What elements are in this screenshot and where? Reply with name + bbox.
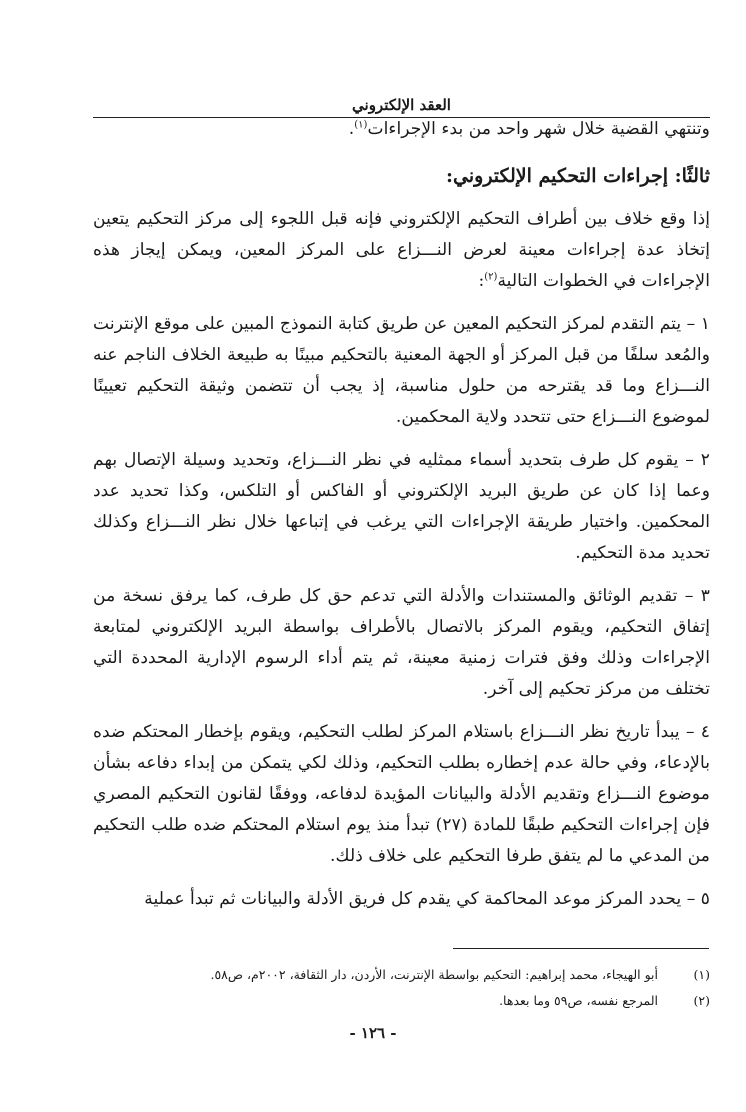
step-5-paragraph: ٥ – يحدد المركز موعد المحاكمة كي يقدم كل فريق الأدلة والبيانات ثم تبدأ عملية <box>144 889 710 909</box>
continuation-end: . <box>348 119 355 139</box>
footnote-number: (١) <box>693 967 710 982</box>
footnote-item <box>93 988 710 1014</box>
running-head: العقد الإلكتروني <box>352 96 451 114</box>
page-number: - ١٢٦ - <box>349 1024 397 1042</box>
footnote-text: المرجع نفسه، ص٥٩ وما بعدها. <box>499 993 658 1008</box>
intro-text: إذا وقع خلاف بين أطراف التحكيم الإلكتروني فإنه قبل اللجوء إلى مركز التحكيم يتعين إتخاذ عدة إجراءات معينة لعرض النـــزاع على المركز المعين، ويمكن إيجاز هذه الإجراءات في الخطوات التالية <box>93 209 710 291</box>
step-1-paragraph: ١ – يتم التقدم لمركز التحكيم المعين عن طريق كتابة النموذج المبين على موقع الإنترنت والمُعد سلفًا من قبل المركز أو الجهة المعنية بالتحكيم مبينًا به طبيعة الخلاف الناجم عنه النـــزاع وما قد يقترحه من حلول مناسبة، إذ يجب أن تتضمن وثيقة التحكيم تعيينًا لموضوع النـــزاع حتى تتحدد ولاية المحكمين. <box>93 314 710 427</box>
footnote-text: أبو الهيجاء، محمد إبراهيم: التحكيم بواسطة الإنترنت، الأردن، دار الثقافة، ٢٠٠٢م، ص٥٨. <box>210 967 658 982</box>
footnote-ref-1: (١) <box>354 119 368 131</box>
continuation-text: وتنتهي القضية خلال شهر واحد من بدء الإجراءات <box>367 119 710 139</box>
step-3-paragraph: ٣ – تقديم الوثائق والمستندات والأدلة التي تدعم حق كل طرف، كما يرفق نسخة من إتفاق التحكيم، ويقوم المركز بالاتصال بالأطراف بواسطة البريد الإلكتروني لمتابعة الإجراءات وذلك وفق فترات زمنية معينة، ثم يتم أداء الرسوم الإدارية المحددة التي تختلف من مركز تحكيم إلى آخر. <box>93 586 710 699</box>
section-heading: ثالثًا: إجراءات التحكيم الإلكتروني: <box>446 165 710 187</box>
footnote-number: (٢) <box>693 993 710 1008</box>
intro-end: : <box>478 271 485 291</box>
step-4-paragraph: ٤ – يبدأ تاريخ نظر النـــزاع باستلام المركز لطلب التحكيم، ويقوم بإخطار المحتكم ضده بالإدعاء، وفي حالة عدم إخطاره بطلب التحكيم، وذلك لكي يتمكن من إبداء دفاعه بشأن موضوع النـــزاع وتقديم الأدلة والبيانات المؤيدة لدفاعه، ووفقًا لقانون التحكيم المصري فإن إجراءات التحكيم طبقًا للمادة (٢٧) تبدأ منذ يوم استلام المحتكم ضده طلب التحكيم من المدعي ما لم يتفق طرفا التحكيم على خلاف ذلك. <box>93 722 710 866</box>
footnotes <box>93 962 710 1014</box>
body-text <box>93 114 710 927</box>
continuation-paragraph <box>93 114 710 145</box>
step-2-paragraph: ٢ – يقوم كل طرف بتحديد أسماء ممثليه في نظر النـــزاع، وتحديد وسيلة الإتصال بهم وعما إذا كان عن طريق البريد الإلكتروني أو الفاكس أو التلكس، وكذا تحديد عدد المحكمين. واختيار طريقة الإجراءات التي يرغب في إتباعها خلال نظر النـــزاع وكذلك تحديد مدة التحكيم. <box>93 450 710 563</box>
footnote-item <box>93 962 710 988</box>
footnote-ref-2: (٢) <box>484 271 498 283</box>
footnote-rule <box>453 948 709 949</box>
intro-paragraph <box>93 204 710 297</box>
